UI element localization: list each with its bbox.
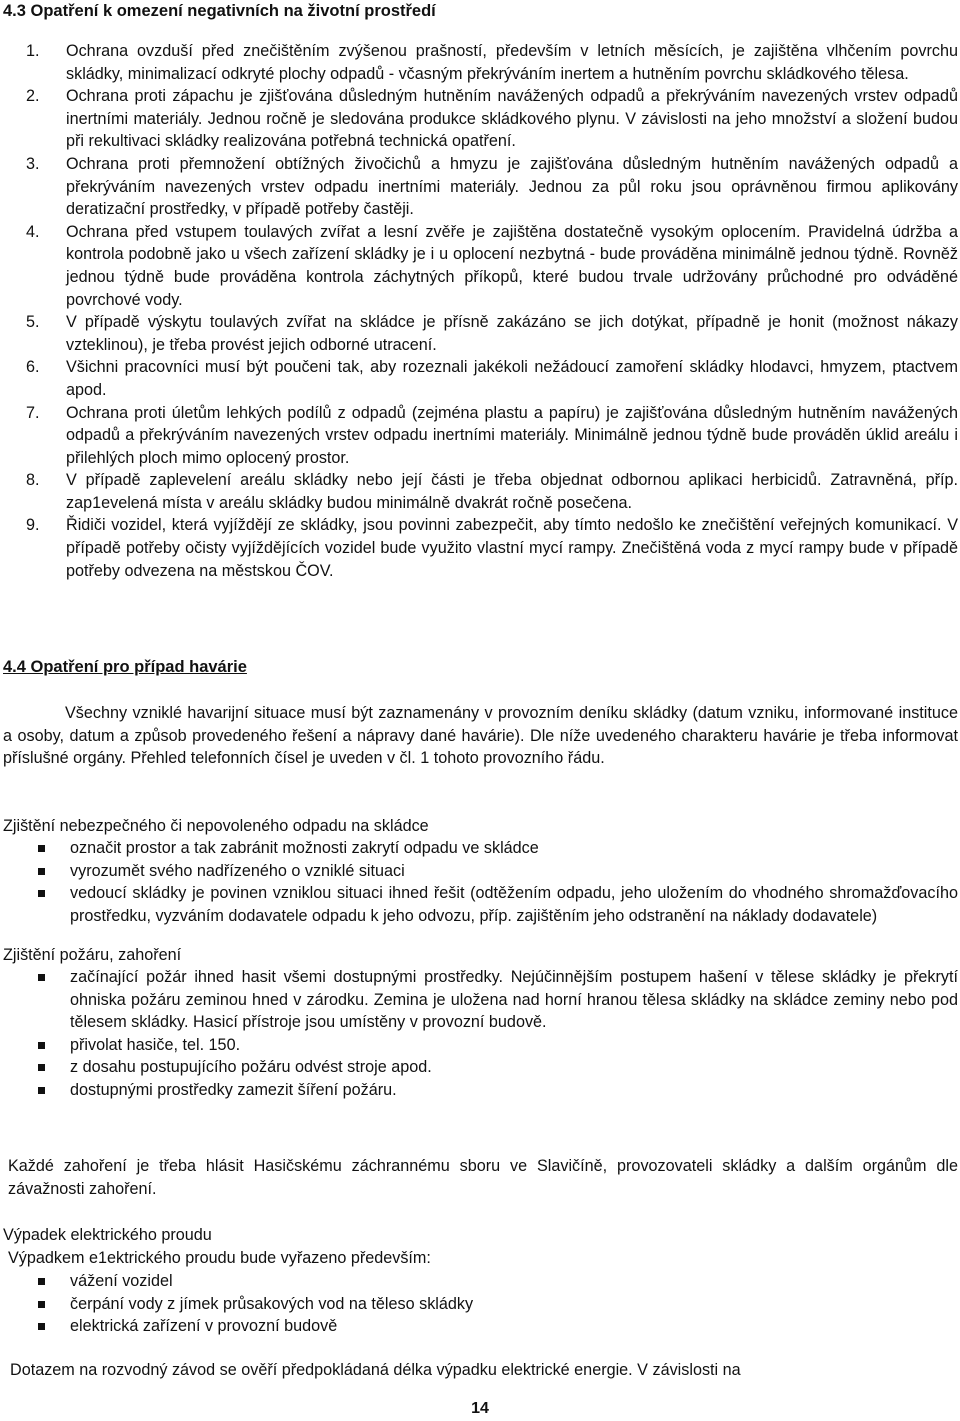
item-text: Ochrana před vstupem toulavých zvířat a lesní zvěře je zajištěna dostatečně vysokým oplocením. Pravidelná údržba a kontrola podobně jako u všech zařízení skládky je i u oplocení nezbytná - bude prováděna minimálně jednou týdně. Rovněž jednou týdně bude prováděna kontrola záchytných příkopů, které budou trvale udržovány průchodné pro odváděné povrchové vody. bbox=[66, 222, 958, 309]
bullet-text: začínající požár ihned hasit všemi dostupnými prostředky. Nejúčinnějším postupem hašení v tělese skládky je překrytí ohniska požáru zeminou hned v zárodku. Zemina je uložena nad horní hranou tělesa skládky na skládce zeminy nebo pod tělesem skládky. Hasicí přístroje jsou umístěny v provozní budově. bbox=[70, 968, 958, 1032]
item-text: Řidiči vozidel, která vyjíždějí ze skládky, jsou povinni zabezpečit, aby tímto nedošlo ke znečištění veřejných komunikací. V případě potřeby očisty vyjíždějících vozidel bude využito vlastní mycí rampy. Znečištěná voda z mycí rampy bude v případě potřeby odvezena na městskou ČOV. bbox=[66, 516, 958, 580]
bullet-item bbox=[34, 837, 958, 860]
list-item bbox=[26, 402, 958, 470]
list-item bbox=[26, 221, 958, 311]
bullet-text: vedoucí skládky je povinen vzniklou situaci ihned řešit (odtěžením odpadu, jeho uložením do vhodného shromažďovacího prostředku, vyzváním dodavatele odpadu k jeho odvozu, příp. zajištěním jeho odstranění na náklady dodavatele) bbox=[70, 884, 958, 925]
item-number: 5. bbox=[26, 313, 40, 332]
item-number: 7. bbox=[26, 403, 40, 422]
bullet-text: dostupnými prostředky zamezit šíření požáru. bbox=[70, 1080, 397, 1099]
list-item bbox=[26, 469, 958, 514]
item-text: Ochrana proti přemnožení obtížných živočichů a hmyzu je zajišťována důsledným hutněním navážených odpadů a překrýváním navezených vrstev odpadu inertními materiály. Jednou za půl roku jsou oprávněnou firmou aplikovány deratizační prostředky, v případě potřeby častěji. bbox=[66, 154, 958, 219]
item-text: Ochrana ovzduší před znečištěním zvýšenou prašností, především v letních měsících, je zajištěna vlhčením povrchu skládky, minimalizací odkryté plochy odpadů - včasným překrýváním inertem a hutněním povrchu skládkového tělesa. bbox=[66, 42, 958, 83]
bullet-square-icon bbox=[38, 1278, 45, 1285]
bullet-item bbox=[34, 882, 958, 927]
bullet-square-icon bbox=[38, 890, 45, 897]
bullet-text: vyrozumět svého nadřízeného o vzniklé situaci bbox=[70, 861, 405, 880]
list-item bbox=[26, 40, 958, 85]
bullet-item bbox=[34, 966, 958, 1034]
power-outage-list bbox=[34, 1270, 958, 1338]
accident-intro-paragraph: Všechny vzniklé havarijní situace musí být zaznamenány v provozním deníku skládky (datum vzniku, informované instituce a osoby, datum a způsob provedeného řešení a nápravy dané havárie). Dle níže uvedeného charakteru havárie je třeba informovat příslušné orgány. Přehled telefonních čísel je uveden v čl. 1 tohoto provozního řádu. bbox=[3, 704, 958, 768]
bullet-item bbox=[34, 1056, 958, 1079]
list-item bbox=[26, 514, 958, 582]
item-number: 8. bbox=[26, 471, 40, 490]
item-number: 1. bbox=[26, 42, 40, 60]
list-item bbox=[26, 356, 958, 401]
bullet-item bbox=[34, 1293, 958, 1316]
list-item bbox=[26, 153, 958, 221]
bullet-text: přivolat hasiče, tel. 150. bbox=[70, 1035, 241, 1054]
list-item bbox=[26, 85, 958, 153]
fire-reporting-note: Každé zahoření je třeba hlásit Hasičskému záchrannému sboru ve Slavičíně, provozovateli skládky a dalším orgánům dle závažnosti zahoření. bbox=[8, 1157, 958, 1198]
item-number: 3. bbox=[26, 154, 40, 173]
section-heading-4-4: 4.4 Opatření pro případ havárie bbox=[3, 658, 247, 676]
bullet-square-icon bbox=[38, 1323, 45, 1330]
waste-detection-label: Zjištění nebezpečného či nepovoleného odpadu na skládce bbox=[3, 817, 429, 835]
bullet-item bbox=[34, 860, 958, 883]
bullet-text: elektrická zařízení v provozní budově bbox=[70, 1317, 338, 1336]
bullet-square-icon bbox=[38, 974, 45, 981]
bullet-text: označit prostor a tak zabránit možnosti zakrytí odpadu ve skládce bbox=[70, 839, 539, 857]
power-outage-label: Výpadek elektrického proudu bbox=[3, 1226, 212, 1244]
fire-detection-label: Zjištění požáru, zahoření bbox=[3, 946, 182, 964]
page-number: 14 bbox=[471, 1400, 489, 1417]
bullet-square-icon bbox=[38, 868, 45, 875]
fire-steps-list bbox=[34, 966, 958, 1102]
item-text: Ochrana proti zápachu je zjišťována důsledným hutněním navážených odpadů a překrýváním navezených vrstev odpadů inertními materiály. Jednou ročně je sledována produkce skládkového plynu. V závislosti na jeho množství a složení budou při rekultivaci skládky realizována potřebná technická opatření. bbox=[66, 87, 958, 151]
item-number: 4. bbox=[26, 222, 40, 241]
bullet-square-icon bbox=[38, 1064, 45, 1071]
bullet-text: čerpání vody z jímek průsakových vod na těleso skládky bbox=[70, 1294, 474, 1313]
section-heading-4-3: 4.3 Opatření k omezení negativních na životní prostředí bbox=[3, 2, 436, 20]
bullet-item bbox=[34, 1270, 958, 1293]
list-item bbox=[26, 311, 958, 356]
item-text: Ochrana proti úletům lehkých podílů z odpadů (zejména plastu a papíru) je zajišťována důsledným hutněním navážených odpadů a překrýváním navezených vrstev odpadu inertními materiály. Minimálně jednou týdně bude prováděn úklid areálu i přilehlých ploch mimo oplocený prostor. bbox=[66, 403, 958, 467]
waste-steps-list bbox=[34, 837, 958, 927]
measures-list bbox=[26, 40, 958, 582]
bullet-square-icon bbox=[38, 845, 45, 852]
item-text: V případě zaplevelení areálu skládky nebo její části je třeba objednat odbornou aplikaci herbicidů. Zatravněná, příp. zap1evelená místa v areálu skládky budou minimálně dvakrát ročně posečena. bbox=[66, 471, 958, 512]
power-outage-note: Dotazem na rozvodný závod se ověří předpokládaná délka výpadku elektrické energie. V závislosti na bbox=[10, 1361, 741, 1379]
item-number: 9. bbox=[26, 516, 40, 535]
bullet-square-icon bbox=[38, 1042, 45, 1049]
bullet-item bbox=[34, 1315, 958, 1338]
power-outage-sublabel: Výpadkem e1ektrického proudu bude vyřazeno především: bbox=[8, 1249, 431, 1267]
item-text: Všichni pracovníci musí být poučeni tak, aby rozeznali jakékoli nežádoucí zamoření skládky hlodavci, hmyzem, ptactvem apod. bbox=[66, 358, 958, 399]
bullet-text: z dosahu postupujícího požáru odvést stroje apod. bbox=[70, 1058, 432, 1077]
bullet-item bbox=[34, 1034, 958, 1057]
bullet-square-icon bbox=[38, 1087, 45, 1094]
item-number: 2. bbox=[26, 87, 40, 106]
item-number: 6. bbox=[26, 358, 40, 377]
bullet-item bbox=[34, 1079, 958, 1102]
bullet-square-icon bbox=[38, 1301, 45, 1308]
item-text: V případě výskytu toulavých zvířat na skládce je přísně zakázáno se jich dotýkat, případně je honit (možnost nákazy vzteklinou), je třeba provést jejich odborné utracení. bbox=[66, 313, 958, 354]
bullet-text: vážení vozidel bbox=[70, 1272, 173, 1290]
